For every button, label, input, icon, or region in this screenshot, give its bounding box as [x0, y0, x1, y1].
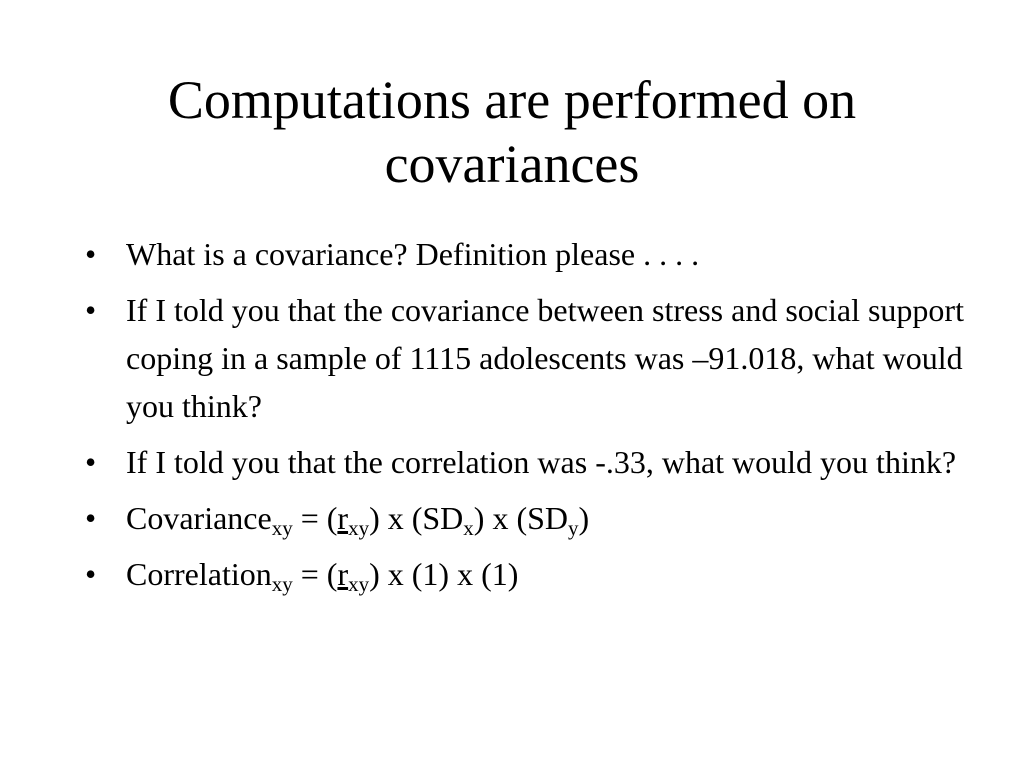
formula-subscript: xy	[348, 516, 370, 540]
bullet-icon: •	[85, 292, 97, 328]
formula-text: ) x (SD	[473, 500, 568, 536]
formula-text: ) x (1) x (1)	[369, 556, 519, 592]
bullet-list	[85, 230, 965, 606]
bullet-icon: •	[85, 444, 97, 480]
bullet-text: What is a covariance? Definition please . . . .	[126, 236, 700, 272]
bullet-text: If I told you that the correlation was -.33, what would you think?	[126, 444, 957, 480]
formula-term: Covariance	[126, 500, 272, 536]
slide-title-line-2: covariances	[384, 134, 640, 194]
formula-text: )	[578, 500, 590, 536]
bullet-item	[85, 438, 965, 486]
formula-r-symbol: r	[337, 556, 349, 592]
formula-subscript: xy	[271, 516, 293, 540]
formula-r-symbol: r	[337, 500, 349, 536]
bullet-icon: •	[85, 500, 97, 536]
correlation-formula	[85, 550, 965, 598]
formula-text: ) x (SD	[369, 500, 464, 536]
formula-subscript: xy	[271, 572, 293, 596]
formula-subscript: y	[568, 516, 579, 540]
formula-text: = (	[292, 556, 338, 592]
bullet-icon: •	[85, 236, 97, 272]
bullet-icon: •	[85, 556, 97, 592]
bullet-item	[85, 230, 965, 278]
formula-text: = (	[292, 500, 338, 536]
bullet-text: If I told you that the covariance between stress and social support coping in a sample of 1115 adolescents was –91.018, what would you think?	[126, 292, 964, 424]
formula-subscript: x	[463, 516, 474, 540]
formula-term: Correlation	[126, 556, 272, 592]
formula-subscript: xy	[348, 572, 370, 596]
slide-title-line-1: Computations are performed on	[167, 70, 857, 130]
bullet-item	[85, 286, 965, 430]
covariance-formula	[85, 494, 965, 542]
slide-title	[60, 68, 964, 196]
